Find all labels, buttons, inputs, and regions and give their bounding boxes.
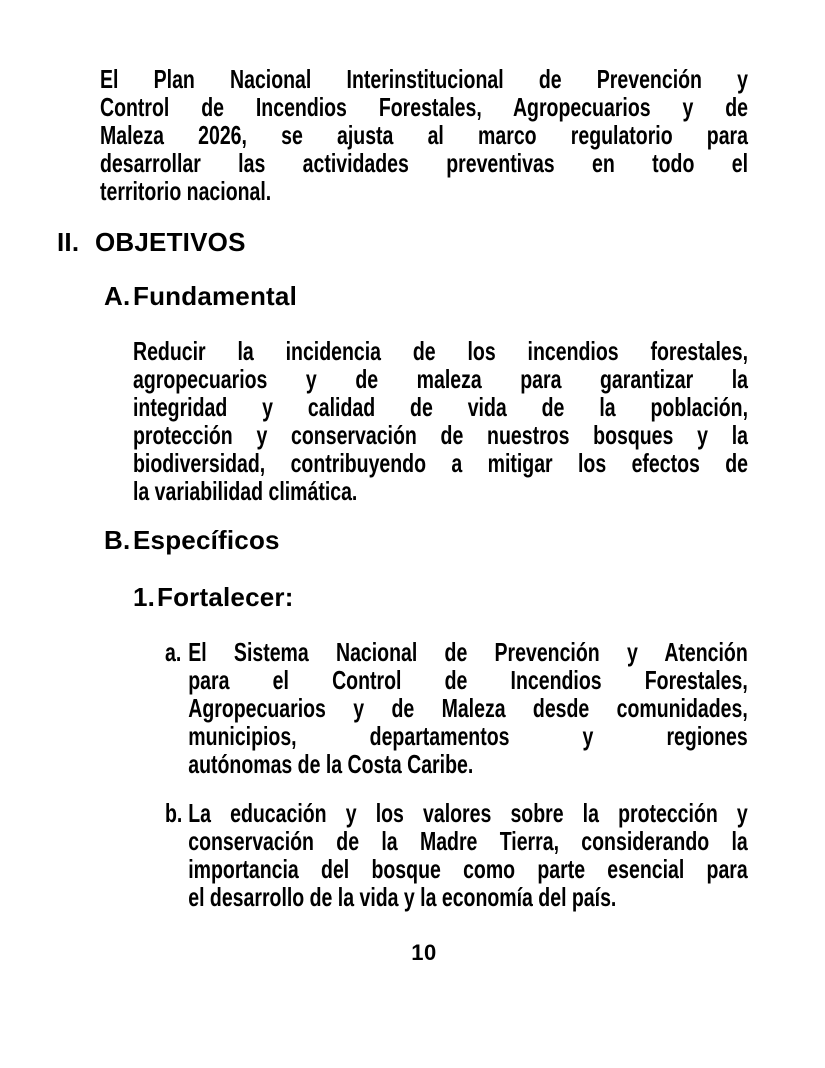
text-line: El Plan Nacional Interinstitucional de Prevención y xyxy=(100,64,748,94)
text-line: municipios, departamentos y regiones xyxy=(188,721,748,751)
subheading-letter: A. xyxy=(104,281,131,311)
text-line: el desarrollo de la vida y la economía del país. xyxy=(188,882,617,912)
list-item-b xyxy=(165,799,748,911)
paragraph-fundamental xyxy=(133,337,748,505)
text-line: la variabilidad climática. xyxy=(133,476,358,506)
subheading-fundamental xyxy=(104,282,297,311)
text-line: territorio nacional. xyxy=(100,176,272,206)
text-line: El Sistema Nacional de Prevención y Atención xyxy=(188,637,748,667)
text-line: conservación de la Madre Tierra, considerando la xyxy=(188,826,748,856)
item-marker: b. xyxy=(165,798,183,828)
section-title: OBJETIVOS xyxy=(95,227,246,257)
heading-fortalecer xyxy=(133,583,294,612)
text-line: Maleza 2026, se ajusta al marco regulatorio para xyxy=(100,120,748,150)
text-line: importancia del bosque como parte esencial para xyxy=(188,854,748,884)
text-line: autónomas de la Costa Caribe. xyxy=(188,749,474,779)
section-numeral: II. xyxy=(57,227,80,257)
list-item-a xyxy=(165,638,748,778)
text-line: La educación y los valores sobre la protección y xyxy=(188,798,748,828)
text-line: protección y conservación de nuestros bosques y la xyxy=(133,420,748,450)
text-line: biodiversidad, contribuyendo a mitigar los efectos de xyxy=(133,448,748,478)
list-title: Fortalecer: xyxy=(157,582,294,612)
subheading-letter: B. xyxy=(104,525,131,555)
subheading-title: Fundamental xyxy=(133,281,297,311)
subheading-especificos xyxy=(104,526,280,555)
text-line: para el Control de Incendios Forestales, xyxy=(188,665,748,695)
text-line: Reducir la incidencia de los incendios forestales, xyxy=(133,336,748,366)
intro-paragraph xyxy=(100,65,748,205)
section-heading-objetivos xyxy=(57,228,246,257)
page-number: 10 xyxy=(411,940,437,965)
text-line: integridad y calidad de vida de la población, xyxy=(133,392,748,422)
text-line: Control de Incendios Forestales, Agropecuarios y de xyxy=(100,92,748,122)
text-line: desarrollar las actividades preventivas en todo el xyxy=(100,148,748,178)
text-line: Agropecuarios y de Maleza desde comunidades, xyxy=(188,693,748,723)
list-number: 1. xyxy=(133,582,156,612)
text-line: agropecuarios y de maleza para garantizar la xyxy=(133,364,748,394)
item-marker: a. xyxy=(165,637,182,667)
subheading-title: Específicos xyxy=(133,525,280,555)
